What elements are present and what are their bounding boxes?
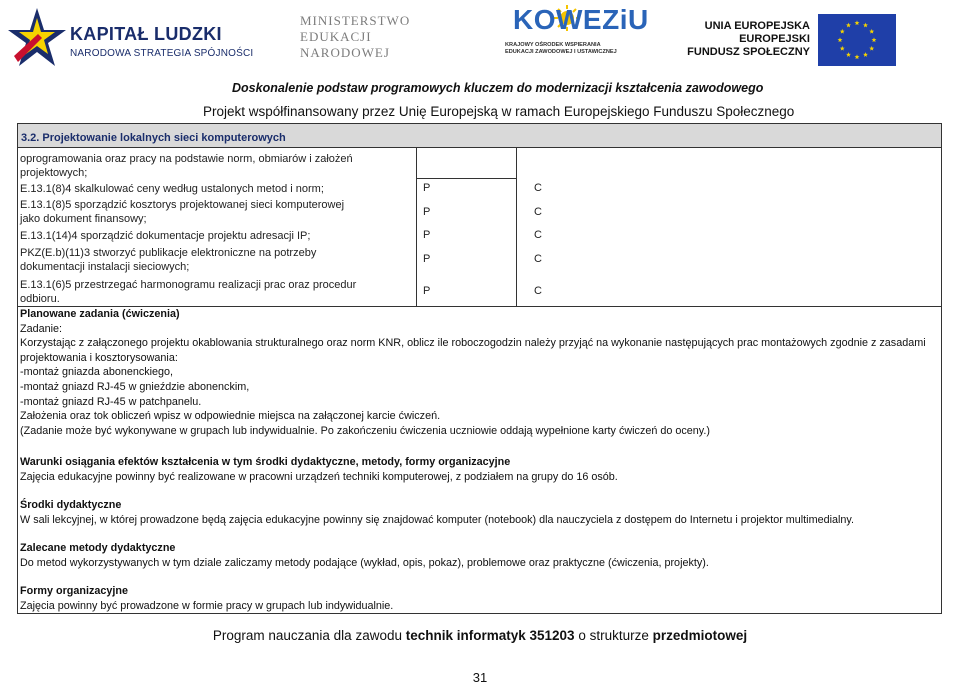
conditions-text: Zajęcia edukacyjne powinny być realizowane w pracowni urządzeń techniki komputerowej, z podziałem na grupy do 16 osób. [20,470,618,483]
methods-heading: Zalecane metody dydaktyczne [20,542,176,554]
grid-divider [516,148,517,306]
task-line: Założenia oraz tok obliczeń wpisz w odpowiednie miejsca na załączonej karcie ćwiczeń. [20,410,441,423]
kapital-ludzki-star-icon [8,6,66,70]
ministry-logo [300,13,420,63]
table-row-text: E.13.1(14)4 sporządzić dokumentacje projektu adresacji IP; [20,230,311,242]
conditions-block [20,455,938,484]
task-line: projektowania i kosztorysowania: [20,351,178,364]
table-row-text: E.13.1(6)5 przestrzegać harmonogramu realizacji prac oraz procedur [20,279,357,291]
kapital-ludzki-title: KAPITAŁ LUDZKI [70,24,222,44]
kapital-ludzki-logo [8,6,254,70]
footer-structure: przedmiotowej [652,628,748,643]
methods-block [20,541,938,570]
c-mark: C [534,206,542,218]
task-section [20,307,938,438]
koweziu-logo [497,4,649,68]
teaching-aids-heading: Środki dydaktyczne [20,499,122,511]
p-mark: P [423,253,431,265]
task-line: -montaż gniazd RJ-45 w patchpanelu. [20,395,202,408]
p-mark: P [423,285,431,297]
org-forms-text: Zajęcia powinny być prowadzone w formie pracy w grupach lub indywidualnie. [20,599,394,612]
table-row-text: dokumentacji instalacji sieciowych; [20,261,190,273]
section-title: 3.2. Projektowanie lokalnych sieci komputerowych [21,132,286,144]
koweziu-subtitle-1: KRAJOWY OŚRODEK WSPIERANIA [505,42,601,48]
methods-text: Do metod wykorzystywanych w tym dziale zaliczamy metody podające (wykład, opis, pokaz), problemowe oraz praktyczne (ćwiczenia, projekty). [20,556,709,569]
task-line: -montaż gniazda abonenckiego, [20,366,174,379]
koweziu-subtitle-2: EDUKACJI ZAWODOWEJ I USTAWICZNEJ [505,49,617,55]
table-row-text: E.13.1(8)4 skalkulować ceny według ustalonych metod i norm; [20,183,324,195]
c-mark: C [534,253,542,265]
ministry-line-2: EDUKACJI [300,29,372,44]
c-mark: C [534,182,542,194]
table-row-text: projektowych; [20,167,88,179]
table-row-text: jako dokument finansowy; [20,213,147,225]
grid-divider [416,148,417,306]
task-line: (Zadanie może być wykonywane w grupach lub indywidualnie. Po zakończeniu ćwiczenia uczniowie oddają wypełnione karty ćwiczeń do oceny.) [20,424,710,437]
org-forms-heading: Formy organizacyjne [20,585,129,597]
table-row-text: odbioru. [20,293,60,305]
task-line: -montaż gniazd RJ-45 w gnieździe abonenckim, [20,380,250,393]
footer-prefix: Program nauczania dla zawodu [212,628,406,643]
teaching-aids-text: W sali lekcyjnej, w której prowadzone będą zajęcia edukacyjne powinny się znajdować komputer (notebook) dla nauczyciela z dostępem do Internetu i projektor multimedialny. [20,513,854,526]
table-row-text: PKZ(E.b)(11)3 stworzyć publikacje elektroniczne na potrzeby [20,247,317,259]
org-forms-block [20,584,938,613]
p-mark: P [423,229,431,241]
task-line: Korzystając z załączonego projektu okablowania strukturalnego oraz norm KNR, oblicz ile roboczogodzin należy przyjąć na wykonanie następujących prac montażowych zgodnie z zasadami [20,337,926,350]
footer-profession: technik informatyk 351203 [405,628,575,643]
header-cofinance-note: Projekt współfinansowany przez Unię Europejską w ramach Europejskiego Funduszu Społecznego [203,104,795,119]
eu-logo [687,14,900,66]
footer-middle: o strukturze [574,628,653,643]
kapital-ludzki-subtitle: NARODOWA STRATEGIA SPÓJNOŚCI [70,48,254,59]
koweziu-title: KOWEZiU [513,4,649,35]
header-project-title: Doskonalenie podstaw programowych kluczem do modernizacji kształcenia zawodowego [232,81,764,95]
c-mark: C [534,229,542,241]
table-row-text: oprogramowania oraz pracy na podstawie norm, obmiarów i założeń [20,153,353,165]
task-label: Zadanie: [20,322,63,335]
page-number: 31 [472,670,488,685]
ministry-line-3: NARODOWEJ [300,45,390,60]
grid-divider [416,178,517,179]
eu-line-2: EUROPEJSKI [739,33,810,45]
c-mark: C [534,285,542,297]
eu-line-3: FUNDUSZ SPOŁECZNY [687,46,810,58]
eu-line-1: UNIA EUROPEJSKA [704,20,810,32]
eu-flag-icon [818,14,896,66]
footer-program-line [0,628,960,643]
task-heading: Planowane zadania (ćwiczenia) [20,308,180,320]
p-mark: P [423,182,431,194]
ministry-line-1: MINISTERSTWO [300,13,411,28]
p-mark: P [423,206,431,218]
conditions-heading: Warunki osiągania efektów kształcenia w tym środki dydaktyczne, metody, formy organizacyjne [20,456,511,468]
teaching-aids-block [20,498,938,527]
section-header [18,124,941,148]
table-row-text: E.13.1(8)5 sporządzić kosztorys projektowanej sieci komputerowej [20,199,345,211]
